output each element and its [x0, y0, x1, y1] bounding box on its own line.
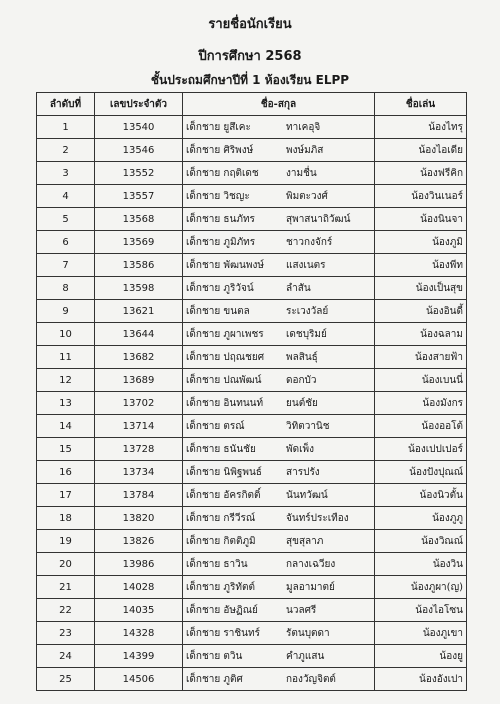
row-order: 24	[37, 645, 95, 668]
table-row	[37, 369, 467, 392]
row-given-name: เด็กชาย กิตติภูมิ	[186, 535, 256, 547]
row-given-name: เด็กชาย ธาวิน	[186, 558, 248, 570]
row-nickname: น้องฟรีคิก	[375, 162, 467, 185]
row-given-name: เด็กชาย ราชินทร์	[186, 627, 260, 639]
row-student-id: 13557	[95, 185, 183, 208]
row-nickname: น้องปังปุณณ์	[375, 461, 467, 484]
row-order: 25	[37, 668, 95, 691]
row-nickname: น้องมังกร	[375, 392, 467, 415]
row-fullname	[183, 392, 375, 415]
table-row	[37, 116, 467, 139]
table-row	[37, 599, 467, 622]
col-header-fullname: ชื่อ-สกุล	[183, 93, 375, 116]
table-row	[37, 254, 467, 277]
row-fullname	[183, 415, 375, 438]
row-given-name: เด็กชาย ธนันชัย	[186, 443, 256, 455]
table-row	[37, 553, 467, 576]
row-given-name: เด็กชาย ปฤณชยศ	[186, 351, 265, 363]
row-student-id: 13644	[95, 323, 183, 346]
row-fullname	[183, 507, 375, 530]
row-order: 5	[37, 208, 95, 231]
row-fullname	[183, 645, 375, 668]
row-order: 16	[37, 461, 95, 484]
row-surname: มูลอามาตย์	[286, 581, 335, 593]
row-surname: ทาเคอุจิ	[286, 121, 321, 133]
row-order: 21	[37, 576, 95, 599]
table-row	[37, 507, 467, 530]
row-order: 14	[37, 415, 95, 438]
row-order: 7	[37, 254, 95, 277]
row-surname: ดอกบัว	[286, 374, 317, 386]
row-given-name: เด็กชาย ตรณ์	[186, 420, 245, 432]
row-surname: ระเวงวัลย์	[286, 305, 329, 317]
row-order: 3	[37, 162, 95, 185]
row-given-name: เด็กชาย ปณพัฒน์	[186, 374, 262, 386]
row-student-id: 13621	[95, 300, 183, 323]
table-row	[37, 139, 467, 162]
table-row	[37, 576, 467, 599]
row-student-id: 13702	[95, 392, 183, 415]
row-student-id: 14506	[95, 668, 183, 691]
class-heading: ชั้นประถมศึกษาปีที่ 1 ห้องเรียน ELPP	[150, 73, 350, 87]
row-student-id: 14328	[95, 622, 183, 645]
table-row	[37, 162, 467, 185]
table-row	[37, 392, 467, 415]
row-order: 12	[37, 369, 95, 392]
table-row	[37, 323, 467, 346]
row-surname: จันทร์ประเทือง	[286, 512, 349, 524]
row-student-id: 13820	[95, 507, 183, 530]
row-nickname: น้องนินจา	[375, 208, 467, 231]
row-nickname: น้องเบนนี่	[375, 369, 467, 392]
row-order: 22	[37, 599, 95, 622]
row-nickname: น้องอังเปา	[375, 668, 467, 691]
row-nickname: น้องภูภู	[375, 507, 467, 530]
row-order: 6	[37, 231, 95, 254]
row-surname: สารปรัง	[286, 466, 320, 478]
row-surname: ชาวกงจักร์	[286, 236, 333, 248]
table-row	[37, 484, 467, 507]
row-fullname	[183, 369, 375, 392]
row-student-id: 13986	[95, 553, 183, 576]
table-row	[37, 622, 467, 645]
row-surname: กลางเฉวียง	[286, 558, 336, 570]
row-student-id: 13734	[95, 461, 183, 484]
table-row	[37, 300, 467, 323]
row-fullname	[183, 346, 375, 369]
row-student-id: 14028	[95, 576, 183, 599]
row-given-name: เด็กชาย ภูผาเพชร	[186, 328, 264, 340]
row-surname: พิมตะวงศ์	[286, 190, 328, 202]
header-row	[37, 93, 467, 116]
table-row	[37, 530, 467, 553]
row-given-name: เด็กชาย ภูติศ	[186, 673, 243, 685]
row-surname: นันทวัฒน์	[286, 489, 328, 501]
row-nickname: น้องเปปเปอร์	[375, 438, 467, 461]
row-nickname: น้องยู	[375, 645, 467, 668]
row-given-name: เด็กชาย อินทนนท์	[186, 397, 264, 409]
row-fullname	[183, 208, 375, 231]
row-nickname: น้องภูผา(ญ)	[375, 576, 467, 599]
row-surname: สุพาสนาถิวัฒน์	[286, 213, 351, 225]
table-row	[37, 438, 467, 461]
row-surname: ลำสัน	[286, 282, 311, 294]
row-nickname: น้องไอโซน	[375, 599, 467, 622]
row-student-id: 13598	[95, 277, 183, 300]
row-surname: แสงเนตร	[286, 259, 326, 271]
table-row	[37, 461, 467, 484]
row-fullname	[183, 622, 375, 645]
table-body	[37, 116, 467, 691]
row-order: 9	[37, 300, 95, 323]
row-fullname	[183, 231, 375, 254]
row-nickname: น้องอินดี้	[375, 300, 467, 323]
row-surname: พลสินธุ์	[286, 351, 318, 363]
row-fullname	[183, 530, 375, 553]
row-order: 1	[37, 116, 95, 139]
row-nickname: น้องเป็นสุข	[375, 277, 467, 300]
row-nickname: น้องไทรุ	[375, 116, 467, 139]
row-student-id: 13569	[95, 231, 183, 254]
row-order: 11	[37, 346, 95, 369]
row-surname: เดชบุริมย์	[286, 328, 327, 340]
row-surname: วิทิตวานิช	[286, 420, 330, 432]
row-fullname	[183, 162, 375, 185]
row-given-name: เด็กชาย ภูมิภัทร	[186, 236, 256, 248]
row-surname: กองวัญจิตต์	[286, 673, 336, 685]
row-nickname: น้องสายฟ้า	[375, 346, 467, 369]
row-given-name: เด็กชาย กฤติเดช	[186, 167, 259, 179]
row-fullname	[183, 438, 375, 461]
row-order: 4	[37, 185, 95, 208]
row-order: 19	[37, 530, 95, 553]
row-nickname: น้องภูเขา	[375, 622, 467, 645]
row-given-name: เด็กชาย ภูริทัตต์	[186, 581, 255, 593]
row-order: 17	[37, 484, 95, 507]
row-fullname	[183, 576, 375, 599]
row-surname: สุขสุลาภ	[286, 535, 324, 547]
row-nickname: น้องภูมิ	[375, 231, 467, 254]
row-fullname	[183, 599, 375, 622]
row-student-id: 13586	[95, 254, 183, 277]
row-surname: คำภูแสน	[286, 650, 325, 662]
row-fullname	[183, 277, 375, 300]
table-row	[37, 208, 467, 231]
row-fullname	[183, 300, 375, 323]
row-student-id: 13540	[95, 116, 183, 139]
row-student-id: 14399	[95, 645, 183, 668]
table-row	[37, 277, 467, 300]
row-order: 8	[37, 277, 95, 300]
student-table	[36, 92, 467, 691]
row-order: 23	[37, 622, 95, 645]
row-student-id: 13568	[95, 208, 183, 231]
row-order: 15	[37, 438, 95, 461]
table-row	[37, 346, 467, 369]
row-fullname	[183, 484, 375, 507]
row-given-name: เด็กชาย นิพิฐพนธ์	[186, 466, 262, 478]
row-given-name: เด็กชาย ตวิน	[186, 650, 243, 662]
table-row	[37, 185, 467, 208]
row-order: 10	[37, 323, 95, 346]
col-header-order: ลำดับที่	[37, 93, 95, 116]
row-fullname	[183, 323, 375, 346]
table-row	[37, 231, 467, 254]
row-given-name: เด็กชาย ยูสึเคะ	[186, 121, 251, 133]
row-given-name: เด็กชาย พัฒนพงษ์	[186, 259, 264, 271]
row-order: 13	[37, 392, 95, 415]
row-fullname	[183, 185, 375, 208]
academic-year: ปีการศึกษา 2568	[198, 49, 302, 64]
row-given-name: เด็กชาย ภูริวัจน์	[186, 282, 254, 294]
row-order: 20	[37, 553, 95, 576]
row-given-name: เด็กชาย ศิริพงษ์	[186, 144, 254, 156]
document-title: รายชื่อนักเรียน	[208, 17, 292, 32]
table-row	[37, 668, 467, 691]
row-surname: พัดเพ็ง	[286, 443, 314, 455]
row-student-id: 13728	[95, 438, 183, 461]
row-student-id: 13714	[95, 415, 183, 438]
row-student-id: 13784	[95, 484, 183, 507]
row-order: 2	[37, 139, 95, 162]
row-nickname: น้องพีท	[375, 254, 467, 277]
row-given-name: เด็กชาย อัครกิตติ์	[186, 489, 261, 501]
row-nickname: น้องวิน	[375, 553, 467, 576]
col-header-student-id: เลขประจำตัว	[95, 93, 183, 116]
row-given-name: เด็กชาย ขนตล	[186, 305, 250, 317]
row-nickname: น้องวิณณ์	[375, 530, 467, 553]
row-fullname	[183, 116, 375, 139]
row-order: 18	[37, 507, 95, 530]
row-student-id: 13682	[95, 346, 183, 369]
table-row	[37, 415, 467, 438]
row-given-name: เด็กชาย วิชญะ	[186, 190, 250, 202]
row-surname: นวลศรี	[286, 604, 317, 616]
row-given-name: เด็กชาย อัษฏิณย์	[186, 604, 258, 616]
row-surname: รัตนบุตดา	[286, 627, 330, 639]
row-student-id: 13826	[95, 530, 183, 553]
row-student-id: 13552	[95, 162, 183, 185]
row-nickname: น้องนิวตั้น	[375, 484, 467, 507]
table-row	[37, 645, 467, 668]
row-student-id: 14035	[95, 599, 183, 622]
col-header-nickname: ชื่อเล่น	[375, 93, 467, 116]
row-surname: งามชื่น	[286, 167, 317, 179]
row-surname: พงษ์มภิส	[286, 144, 324, 156]
row-fullname	[183, 461, 375, 484]
row-surname: ยนต์ชัย	[286, 397, 318, 409]
row-student-id: 13546	[95, 139, 183, 162]
row-fullname	[183, 668, 375, 691]
row-student-id: 13689	[95, 369, 183, 392]
row-nickname: น้องฉลาม	[375, 323, 467, 346]
row-given-name: เด็กชาย ธนภัทร	[186, 213, 255, 225]
row-nickname: น้องวินเนอร์	[375, 185, 467, 208]
row-nickname: น้องออโต้	[375, 415, 467, 438]
row-fullname	[183, 553, 375, 576]
row-given-name: เด็กชาย กรีวีรณ์	[186, 512, 256, 524]
row-nickname: น้องไอเดีย	[375, 139, 467, 162]
row-fullname	[183, 139, 375, 162]
row-fullname	[183, 254, 375, 277]
